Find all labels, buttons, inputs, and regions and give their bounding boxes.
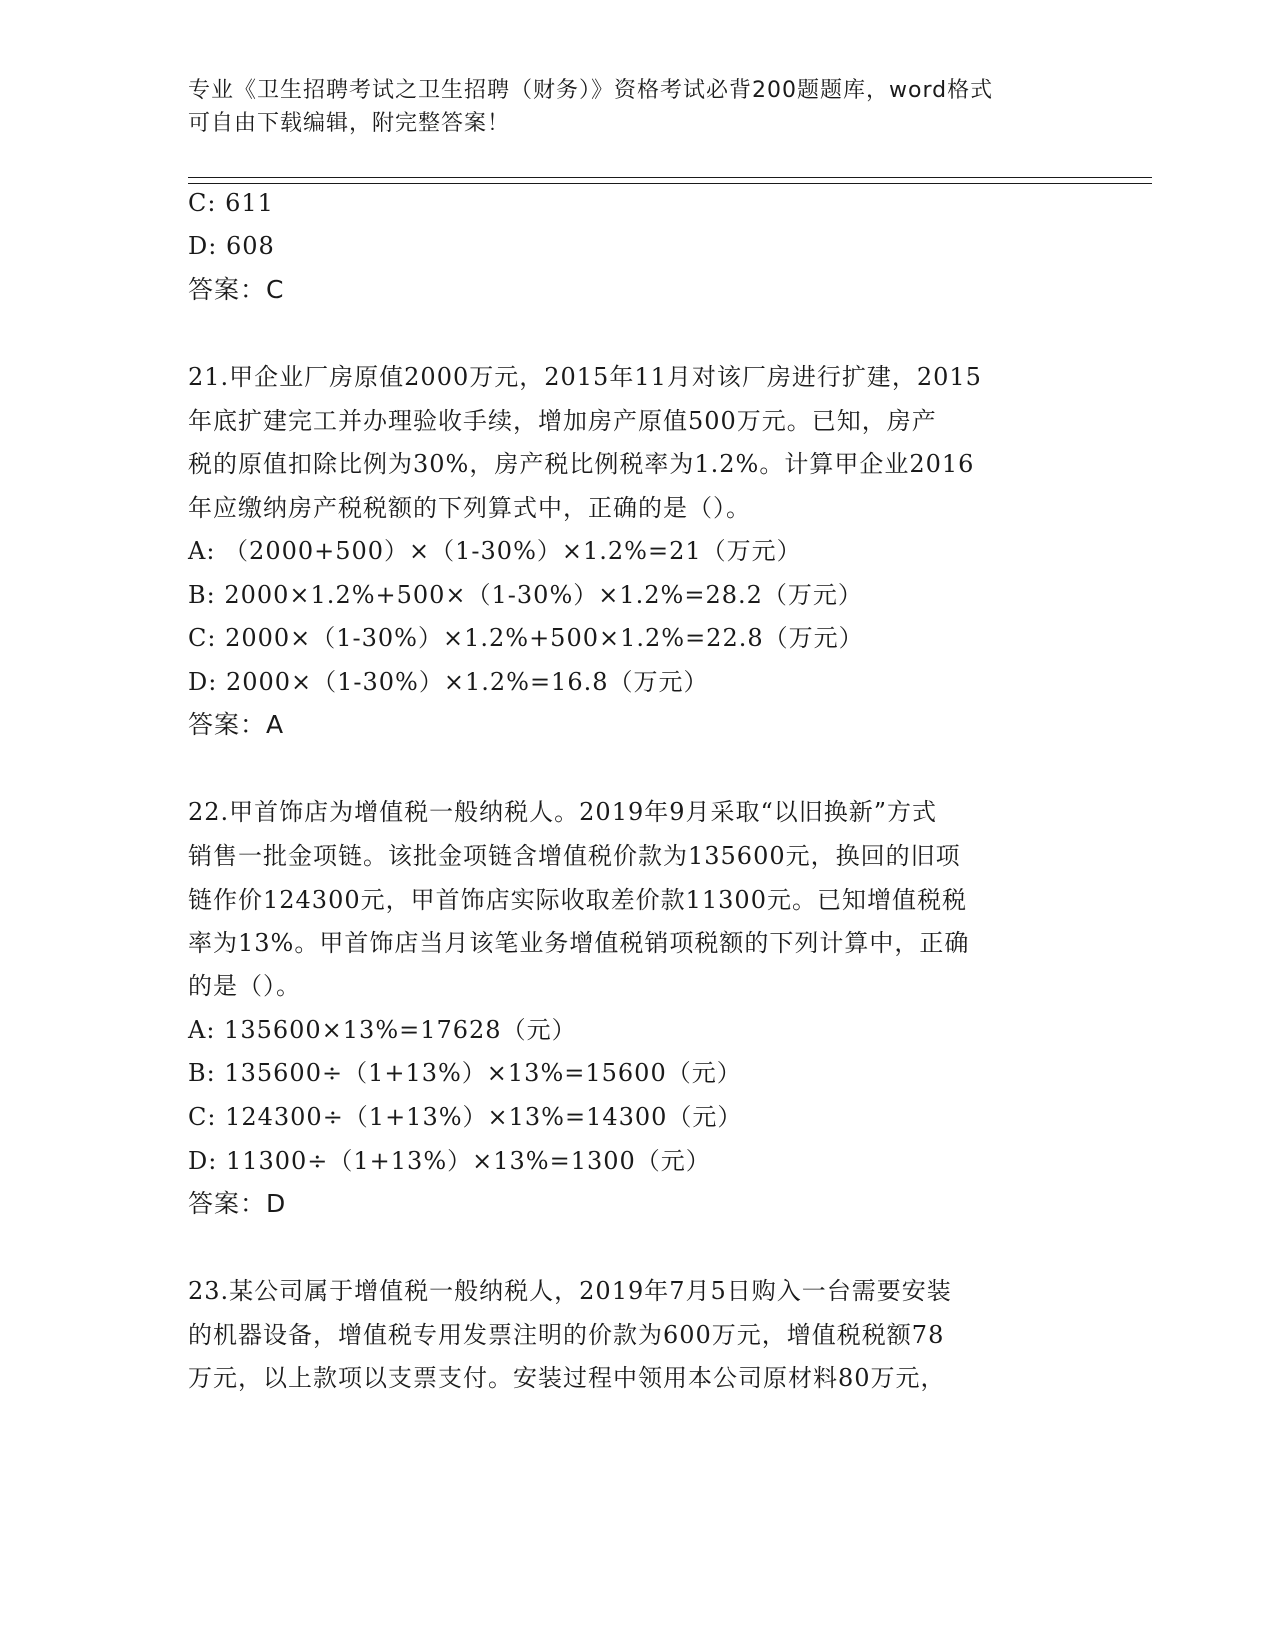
q21-stem-line-3: 税的原值扣除比例为30%，房产税比例税率为1.2%。计算甲企业2016: [188, 450, 975, 478]
q22-stem-line-4: 率为13%。甲首饰店当月该笔业务增值税销项税额的下列计算中，正确: [188, 929, 970, 957]
q22-answer: 答案：D: [188, 1189, 287, 1218]
header-divider-bottom: [188, 183, 1152, 184]
q21-option-d: D: 2000×（1-30%）×1.2%=16.8（万元）: [188, 668, 709, 696]
q21-option-c: C: 2000×（1-30%）×1.2%+500×1.2%=22.8（万元）: [188, 624, 864, 652]
q23-stem-line-2: 的机器设备，增值税专用发票注明的价款为600万元，增值税税额78: [188, 1321, 945, 1349]
q21-option-b: B: 2000×1.2%+500×（1-30%）×1.2%=28.2（万元）: [188, 581, 863, 609]
header-line-1: 专业《卫生招聘考试之卫生招聘（财务）》资格考试必背200题题库，word格式: [188, 78, 994, 103]
q23-stem-line-3: 万元，以上款项以支票支付。安装过程中领用本公司原材料80万元，: [188, 1364, 946, 1392]
q22-stem-line-1: 22.甲首饰店为增值税一般纳税人。2019年9月采取“以旧换新”方式: [188, 798, 938, 826]
q21-stem-line-2: 年底扩建完工并办理验收手续，增加房产原值500万元。已知，房产: [188, 407, 937, 435]
q22-stem-line-3: 链作价124300元，甲首饰店实际收取差价款11300元。已知增值税税: [188, 886, 967, 914]
q21-stem-line-1: 21.甲企业厂房原值2000万元，2015年11月对该厂房进行扩建，2015: [188, 363, 982, 391]
q22-stem-line-2: 销售一批金项链。该批金项链含增值税价款为135600元，换回的旧项: [188, 842, 961, 870]
prev-answer: 答案：C: [188, 275, 285, 304]
q22-option-c: C: 124300÷（1+13%）×13%=14300（元）: [188, 1103, 743, 1131]
q22-option-b: B: 135600÷（1+13%）×13%=15600（元）: [188, 1059, 742, 1087]
document-header: [188, 74, 1088, 140]
q22-option-d: D: 11300÷（1+13%）×13%=1300（元）: [188, 1147, 711, 1175]
prev-option-d: D: 608: [188, 232, 275, 260]
q22-stem-line-5: 的是（）。: [188, 972, 301, 1000]
q21-option-a: A: （2000+500）×（1-30%）×1.2%=21（万元）: [188, 537, 802, 565]
prev-option-c: C: 611: [188, 189, 274, 217]
q21-stem-line-4: 年应缴纳房产税税额的下列算式中，正确的是（）。: [188, 494, 751, 522]
header-line-2: 可自由下载编辑，附完整答案！: [188, 111, 511, 136]
q22-option-a: A: 135600×13%=17628（元）: [188, 1016, 577, 1044]
q21-answer: 答案：A: [188, 710, 285, 739]
header-divider-top: [188, 177, 1152, 178]
q23-stem-line-1: 23.某公司属于增值税一般纳税人，2019年7月5日购入一台需要安装: [188, 1277, 952, 1305]
